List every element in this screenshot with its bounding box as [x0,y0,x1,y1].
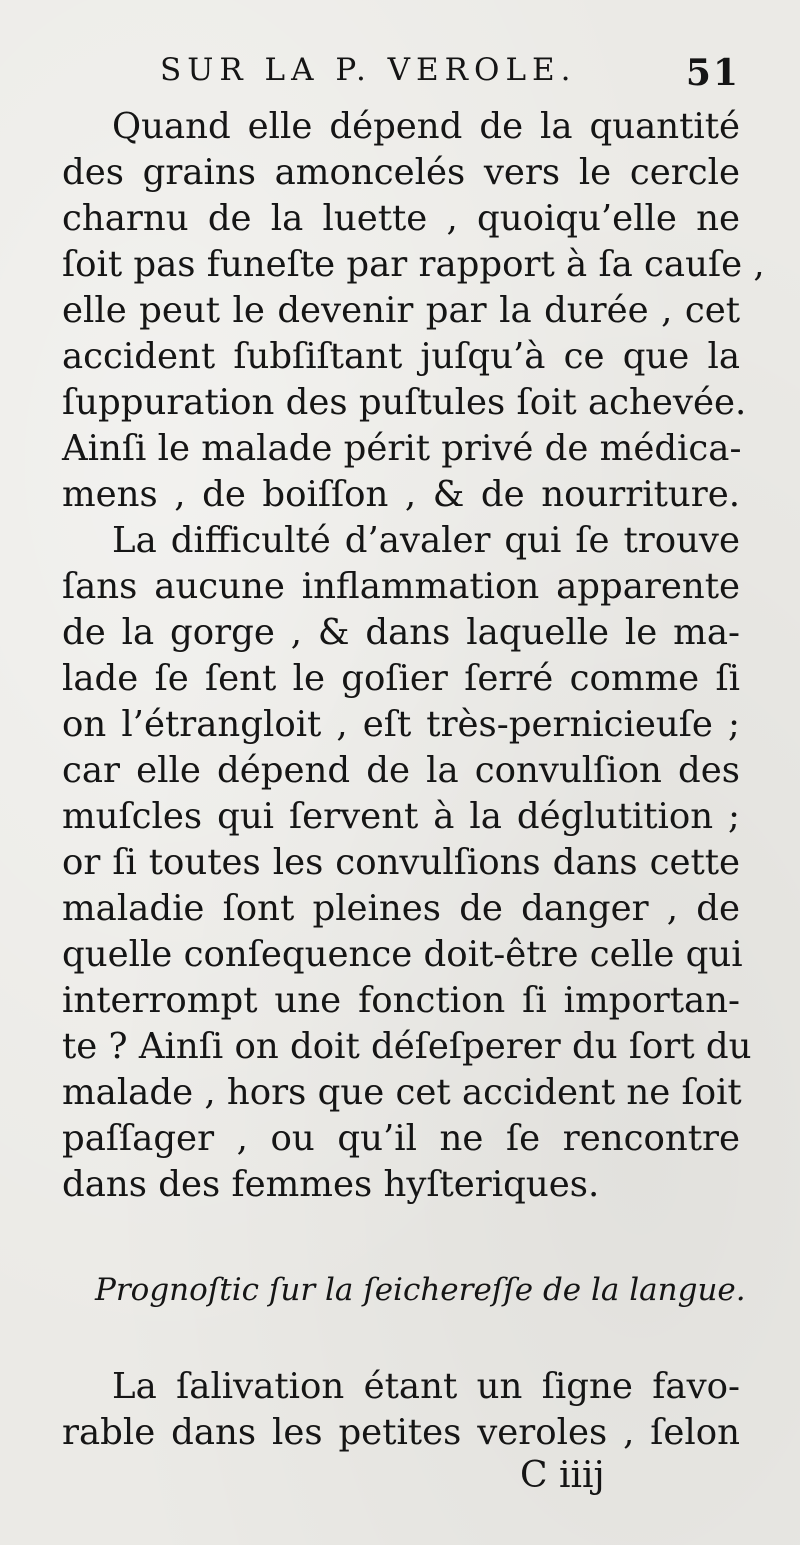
text-line: muſcles qui ſervent à la déglutition ; [62,796,740,837]
page-header [160,52,740,102]
text-line: ſuppuration des puſtules ſoit achevée. [62,382,747,423]
paragraph-3 [62,1364,740,1456]
text-line: paſſager , ou qu’il ne ſe rencontre [62,1118,740,1159]
body-text [62,104,765,1208]
text-line: lade ſe ſent le goſier ſerré comme ſi [62,658,740,699]
text-line: on l’étrangloit , eſt très-pernicieuſe ; [62,704,740,745]
text-line: La difficulté d’avaler qui ſe trouve [112,520,740,561]
text-line: Quand elle dépend de la quantité [112,106,740,147]
paragraph-1 [62,104,765,518]
text-line: de la gorge , & dans laquelle le ma- [62,612,740,653]
text-line: or ſi toutes les convulſions dans cette [62,842,740,883]
text-line: ſoit pas funeſte par rapport à ſa cauſe , [62,244,765,285]
text-line: malade , hors que cet accident ne ſoit [62,1072,742,1113]
text-line: maladie ſont pleines de danger , de [62,888,740,929]
text-line: interrompt une fonction ſi importan- [62,980,740,1021]
running-title: SUR LA P. VEROLE. [160,52,577,88]
text-line: te ? Ainſi on doit déſeſperer du ſort du [62,1026,752,1067]
text-line: car elle dépend de la convulſion des [62,750,740,791]
text-line: accident ſubſiſtant juſqu’à ce que la [62,336,740,377]
text-line: La ſalivation étant un ſigne favo- [112,1366,740,1407]
text-line: ſans aucune inflammation apparente [62,566,740,607]
text-line: mens , de boiſſon , & de nourriture. [62,474,740,515]
text-line: dans des femmes hyſteriques. [62,1164,600,1205]
section-heading: Prognoſtic ſur la ſeichereſſe de la langue. [95,1272,746,1308]
text-line: des grains amoncelés vers le cercle [62,152,740,193]
text-line: charnu de la luette , quoiqu’elle ne [62,198,740,239]
signature-mark: C iiij [520,1455,605,1496]
text-line: quelle conſequence doit-être celle qui [62,934,743,975]
paragraph-2 [62,518,752,1208]
text-line: rable dans les petites veroles , ſelon [62,1412,740,1453]
page-number: 51 [685,52,740,94]
text-line: Ainſi le malade périt privé de médica- [62,428,742,469]
text-line: elle peut le devenir par la durée , cet [62,290,740,331]
